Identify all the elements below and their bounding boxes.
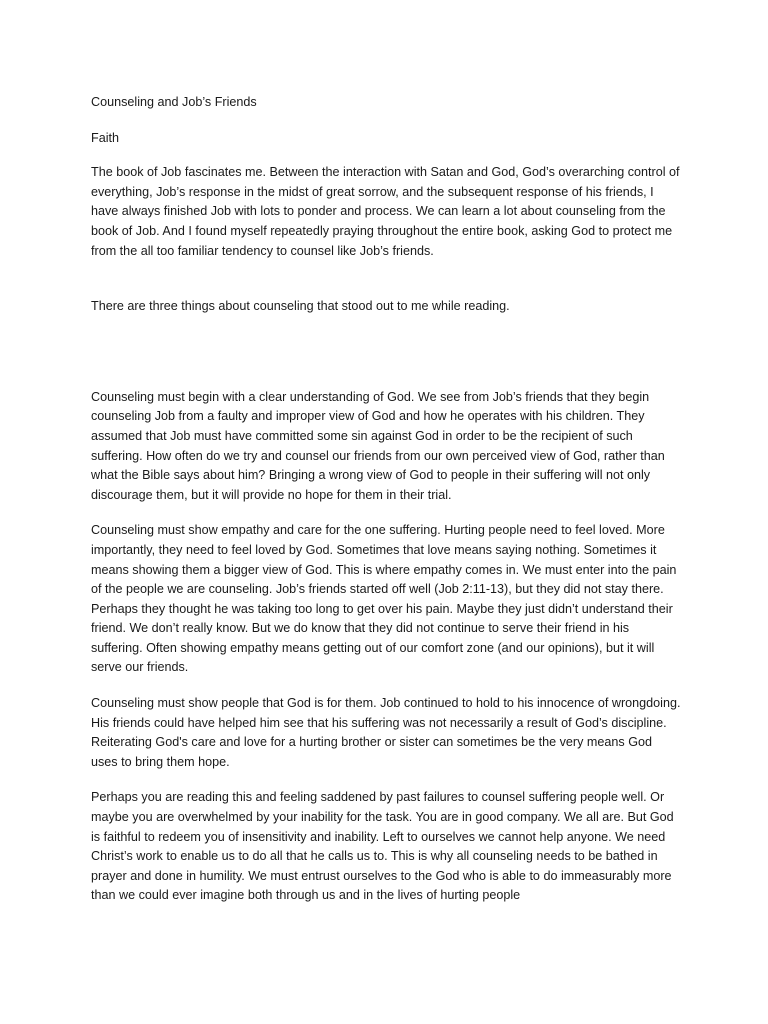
document-subtitle: Faith xyxy=(91,130,119,145)
paragraph-conclusion: Perhaps you are reading this and feeling saddened by past failures to counsel suffering people well. Or maybe you are overwhelmed by your inability for the task. You are in good company. We all are. But God is faithful to redeem you of insensitivity and inability. Left to ourselves we cannot help anyone. We need Christ’s work to enable us to do all that he calls us to. This is why all counseling needs to be bathed in prayer and done in humility. We must entrust ourselves to the God who is able to do immeasurably more than we could ever imagine both through us and in the lives of hurting people xyxy=(91,790,674,903)
paragraph-intro: The book of Job fascinates me. Between the interaction with Satan and God, God’s overarching control of everything, Job’s response in the midst of great sorrow, and the subsequent response of his friends, I have always finished Job with lots to ponder and process. We can learn a lot about counseling from the book of Job. And I found myself repeatedly praying throughout the entire book, asking God to protect me from the all too familiar tendency to counsel like Job’s friends. xyxy=(91,165,680,258)
document-title: Counseling and Job’s Friends xyxy=(91,95,257,109)
paragraph-point-understanding-god: Counseling must begin with a clear understanding of God. We see from Job’s friends that they begin counseling Job from a faulty and improper view of God and how he operates with his children. They assumed that Job must have committed some sin against God in order to be the recipient of such suffering. How often do we try and counsel our friends from our own perceived view of God, rather than what the Bible says about him? Bringing a wrong view of God to people in their suffering will not only discourage them, but it will provide no hope for them in their trial. xyxy=(91,389,665,502)
paragraph-lead-in: There are three things about counseling that stood out to me while reading. xyxy=(91,299,510,314)
paragraph-point-god-is-for-them: Counseling must show people that God is for them. Job continued to hold to his innocence of wrongdoing. His friends could have helped him see that his suffering was not necessarily a result of God’s discipline. Reiterating God's care and love for a hurting brother or sister can sometimes be the very means God uses to bring them hope. xyxy=(91,696,681,769)
document-body xyxy=(91,93,681,906)
paragraph-point-empathy: Counseling must show empathy and care for the one suffering. Hurting people need to feel loved. More importantly, they need to feel loved by God. Sometimes that love means saying nothing. Sometimes it means showing them a bigger view of God. This is where empathy comes in. We must enter into the pain of the people we are counseling. Job’s friends started off well (Job 2:11-13), but they did not stay there. Perhaps they thought he was taking too long to get over his pain. Maybe they just didn’t understand their friend. We don’t really know. But we do know that they did not continue to serve their friend in his suffering. Often showing empathy means getting out of our comfort zone (and our opinions), but it will serve our friends. xyxy=(91,523,677,675)
